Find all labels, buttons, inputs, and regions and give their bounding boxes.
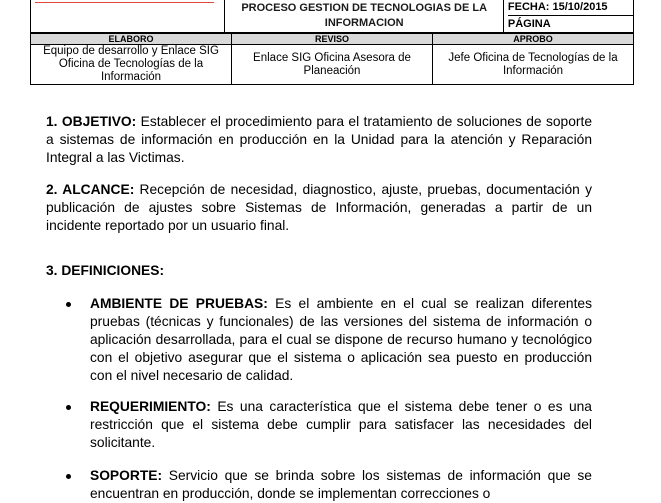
definiciones-heading: 3. DEFINICIONES: — [46, 263, 165, 278]
signature-table — [30, 33, 634, 85]
section-objetivo — [46, 113, 592, 167]
elaboro-value: Equipo de desarrollo y Enlace SIG Oficina de Tecnologías de la Información — [31, 45, 232, 85]
objetivo-heading: 1. OBJETIVO: — [46, 114, 137, 129]
aprobo-value: Jefe Oficina de Tecnologías de la Información — [433, 45, 634, 85]
page-label: PÁGINA — [508, 15, 633, 32]
definition-term: REQUERIMIENTO: — [90, 399, 211, 414]
process-title: PROCESO GESTION DE TECNOLOGIAS DE LA INFORMACION — [225, 0, 503, 33]
definition-text: Servicio que se brinda sobre los sistemas de información que se encuentran en producción, donde se implementan correcciones o — [90, 468, 592, 501]
bullet-icon — [66, 474, 71, 479]
document-header — [30, 0, 634, 33]
definition-text: Es el ambiente en el cual se realizan diferentes pruebas (técnicas y funcionales) de las versiones del sistema de información o aplicación desarrollada, para el cual se dispone de recurso humano y tecnológico con el objetivo asegurar que el sistema o aplicación sea puesto en producción con el nivel necesario de calidad. — [90, 296, 592, 383]
date-label: FECHA: 15/10/2015 — [507, 1, 608, 13]
section-alcance — [46, 181, 592, 235]
definition-item — [90, 295, 592, 385]
reviso-label: REVISO — [232, 34, 433, 45]
definition-item — [90, 398, 592, 452]
reviso-value: Enlace SIG Oficina Asesora de Planeación — [232, 45, 433, 85]
header-meta — [503, 0, 633, 33]
logo-accent-line — [35, 2, 214, 3]
bullet-icon — [66, 405, 71, 410]
elaboro-label: ELABORO — [31, 34, 232, 45]
definition-text: Es una característica que el sistema debe tener o es una restricción que el sistema debe cumplir para satisfacer las necesidades del solicitante. — [90, 399, 592, 450]
bullet-icon — [66, 302, 71, 307]
alcance-heading: 2. ALCANCE: — [46, 182, 135, 197]
alcance-text: Recepción de necesidad, diagnostico, ajuste, pruebas, documentación y publicación de ajustes sobre Sistemas de Información, generadas a partir de un incidente reportado por un usuario final. — [46, 182, 592, 233]
definition-term: AMBIENTE DE PRUEBAS: — [90, 296, 268, 311]
definition-item — [90, 467, 592, 503]
logo-cell — [31, 0, 225, 33]
aprobo-label: APROBO — [433, 34, 634, 45]
objetivo-text: Establecer el procedimiento para el tratamiento de soluciones de soporte a sistemas de información en producción en la Unidad para la atención y Reparación Integral a las Victimas. — [46, 114, 592, 165]
definition-term: SOPORTE: — [90, 468, 163, 483]
